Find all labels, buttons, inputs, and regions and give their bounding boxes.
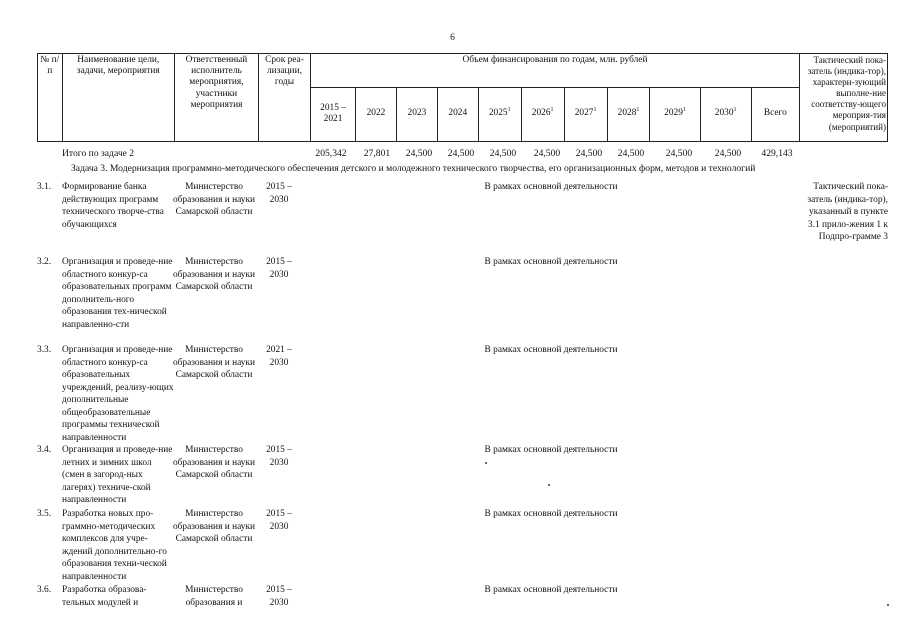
year-header: 2023 — [396, 88, 437, 142]
row-name: Организация и проведе-ние областного конкур-са образовательных программ дополнитель-ного образования тех-нической направленно-сти — [62, 257, 173, 330]
total-value: 24,500 — [575, 148, 603, 159]
row-responsible: Министерство образования и науки Самарской области — [172, 257, 256, 292]
scan-speck — [548, 484, 550, 486]
total-value: 24,500 — [447, 148, 475, 159]
total-value: 24,500 — [665, 148, 693, 159]
row-financing: В рамках основной деятельности — [484, 445, 618, 455]
row-term: 2015 – 2030 — [266, 257, 292, 280]
header-name: Наименование цели, задачи, мероприятия — [62, 54, 174, 142]
row-responsible: Министерство образования и науки Самарской области — [172, 445, 256, 480]
header-financing: Объем финансирования по годам, млн. рублей — [311, 54, 800, 88]
total-value: 24,500 — [489, 148, 517, 159]
total-value: 27,801 — [363, 148, 391, 159]
row-responsible: Министерство образования и науки Самарской области — [172, 509, 256, 544]
total-value: 24,500 — [533, 148, 561, 159]
header-num: № п/п — [38, 54, 63, 142]
task-heading: Задача 3. Модернизация программно-методического обеспечения детского и молодежного технического творчества, его организационных форм, методов и технологий — [71, 163, 756, 174]
row-name: Разработка новых про-граммно-методических комплексов для учре-ждений дополнительно-го образования техни-ческой направленности — [62, 509, 167, 582]
row-responsible: Министерство образования и науки Самарской области — [172, 182, 256, 217]
row-financing: В рамках основной деятельности — [484, 257, 618, 267]
row-number: 3.3. — [37, 345, 52, 355]
row-number: 3.2. — [37, 257, 52, 267]
year-header: 2026$^1$ — [521, 88, 564, 142]
year-header: 2015 – 2021 — [311, 88, 356, 142]
row-financing: В рамках основной деятельности — [484, 182, 618, 192]
year-header: 2024 — [437, 88, 478, 142]
row-financing: В рамках основной деятельности — [484, 345, 618, 355]
table-header — [37, 53, 888, 142]
row-term: 2015 – 2030 — [266, 585, 292, 608]
year-header: Всего — [751, 88, 799, 142]
year-header: 2028$^1$ — [607, 88, 650, 142]
row-number: 3.5. — [37, 509, 52, 519]
total-value: 24,500 — [714, 148, 742, 159]
row-financing: В рамках основной деятельности — [484, 585, 618, 595]
header-indicator: Тактический пока-затель (индика-тор), характери-зующий выполне-ние соответству-ющего мероприя-тия (мероприятий) — [799, 54, 887, 142]
page-number: 6 — [450, 33, 455, 43]
total-value: 205,342 — [315, 148, 347, 159]
year-header: 2030$^1$ — [700, 88, 751, 142]
row-number: 3.1. — [37, 182, 52, 192]
row-term: 2015 – 2030 — [266, 182, 292, 205]
row-term: 2021 – 2030 — [266, 345, 292, 368]
total-row — [0, 148, 905, 162]
year-header: 2027$^1$ — [564, 88, 607, 142]
row-term: 2015 – 2030 — [266, 445, 292, 468]
year-header: 2029$^1$ — [650, 88, 700, 142]
header-term: Срок реа-лизации, годы — [258, 54, 310, 142]
row-term: 2015 – 2030 — [266, 509, 292, 532]
total-value: 24,500 — [617, 148, 645, 159]
row-name: Разработка образова-тельных модулей и — [62, 585, 147, 608]
row-indicator: Тактический пока-затель (индика-тор), указанный в пункте 3.1 прило-жения 1 к Подпро-грамме 3 — [807, 182, 888, 242]
row-name: Организация и проведе-ние летних и зимних школ (смен в загород-ных лагерях) техниче-ской направленности — [62, 445, 173, 505]
row-number: 3.6. — [37, 585, 52, 595]
row-name: Организация и проведе-ние областного конкур-са образовательных учреждений, реализу-ющих дополнительные общеобразовательные программы технической направленности — [62, 345, 174, 443]
total-value: 24,500 — [405, 148, 433, 159]
year-header: 2025$^1$ — [478, 88, 521, 142]
row-responsible: Министерство образования и — [185, 585, 243, 608]
header-responsible: Ответственный исполнитель мероприятия, участники мероприятия — [175, 54, 259, 142]
row-responsible: Министерство образования и науки Самарской области — [172, 345, 256, 380]
scan-speck — [887, 604, 889, 606]
row-number: 3.4. — [37, 445, 52, 455]
total-label: Итого по задаче 2 — [62, 148, 135, 159]
scan-speck — [485, 462, 487, 464]
total-value: 429,143 — [761, 148, 793, 159]
row-name: Формирование банка действующих программ технического творче-ства обучающихся — [62, 182, 164, 230]
row-financing: В рамках основной деятельности — [484, 509, 618, 519]
year-header: 2022 — [356, 88, 397, 142]
